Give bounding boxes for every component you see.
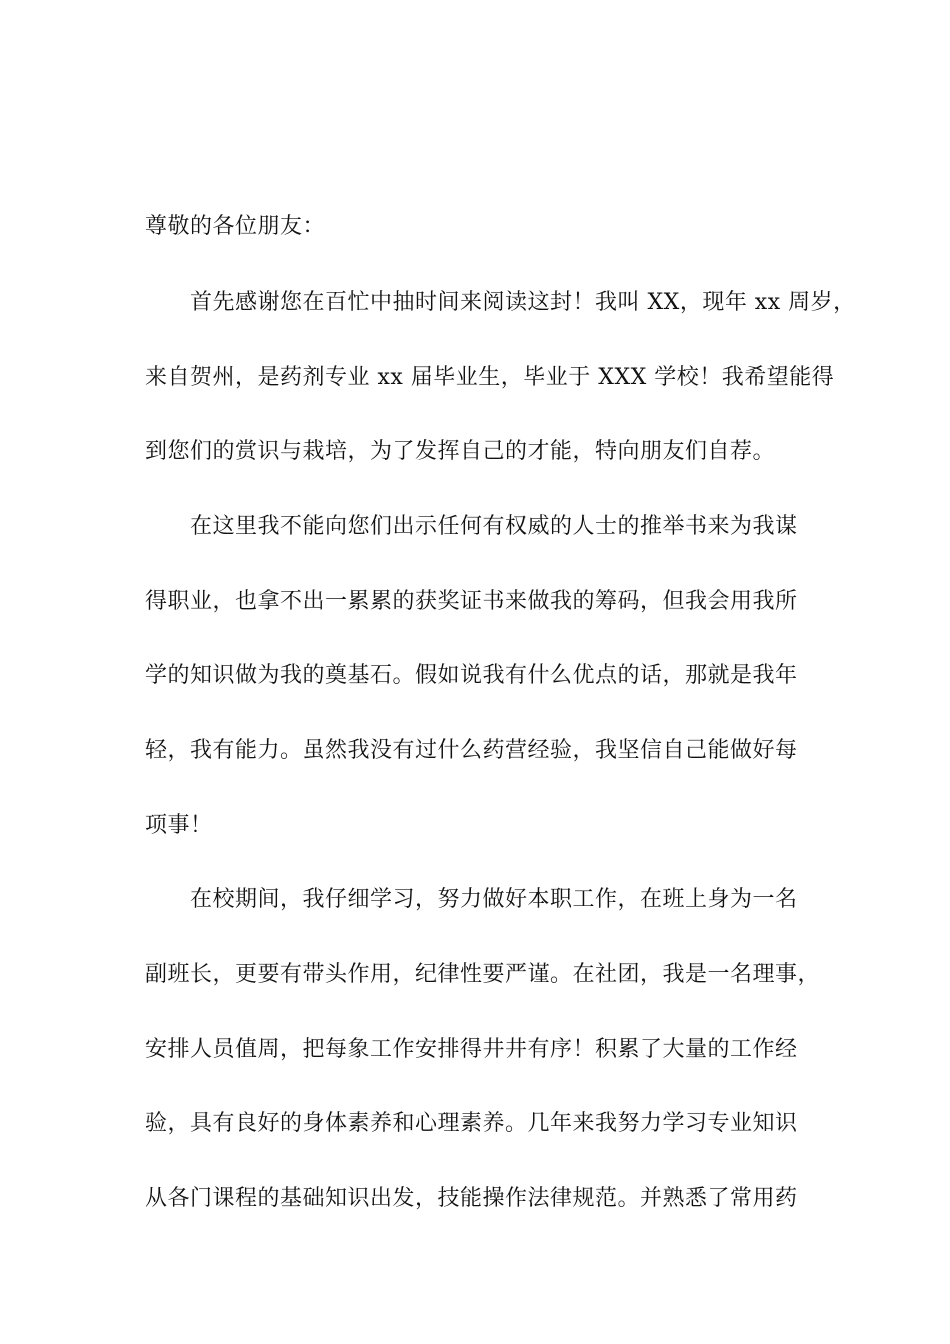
paragraph-3-line-1: 在校期间，我仔细学习，努力做好本职工作，在班上身为一名 — [190, 887, 798, 912]
paragraph-2-line-4: 轻，我有能力。虽然我没有过什么药营经验，我坚信自己能做好每 — [145, 738, 798, 763]
paragraph-2-line-5: 项事！ — [145, 813, 213, 838]
paragraph-1-line-1: 首先感谢您在百忙中抽时间来阅读这封！我叫 XX，现年 xx 周岁， — [190, 290, 856, 315]
paragraph-1-line-3: 到您们的赏识与栽培，为了发挥自己的才能，特向朋友们自荐。 — [145, 439, 776, 464]
paragraph-2-line-3: 学的知识做为我的奠基石。假如说我有什么优点的话，那就是我年 — [145, 663, 798, 688]
salutation: 尊敬的各位朋友： — [145, 214, 326, 239]
paragraph-2-line-1: 在这里我不能向您们出示任何有权威的人士的推举书来为我谋 — [190, 514, 798, 539]
paragraph-1-line-2: 来自贺州，是药剂专业 xx 届毕业生，毕业于 XXX 学校！我希望能得 — [145, 365, 835, 390]
paragraph-3-line-3: 安排人员值周，把每象工作安排得井井有序！积累了大量的工作经 — [145, 1037, 798, 1062]
paragraph-3-line-2: 副班长，更要有带头作用，纪律性要严谨。在社团，我是一名理事， — [145, 962, 821, 987]
paragraph-2-line-2: 得职业，也拿不出一累累的获奖证书来做我的筹码，但我会用我所 — [145, 589, 798, 614]
paragraph-3-line-4: 验，具有良好的身体素养和心理素养。几年来我努力学习专业知识 — [145, 1111, 798, 1136]
paragraph-3-line-5: 从各门课程的基础知识出发，技能操作法律规范。并熟悉了常用药 — [145, 1186, 798, 1211]
